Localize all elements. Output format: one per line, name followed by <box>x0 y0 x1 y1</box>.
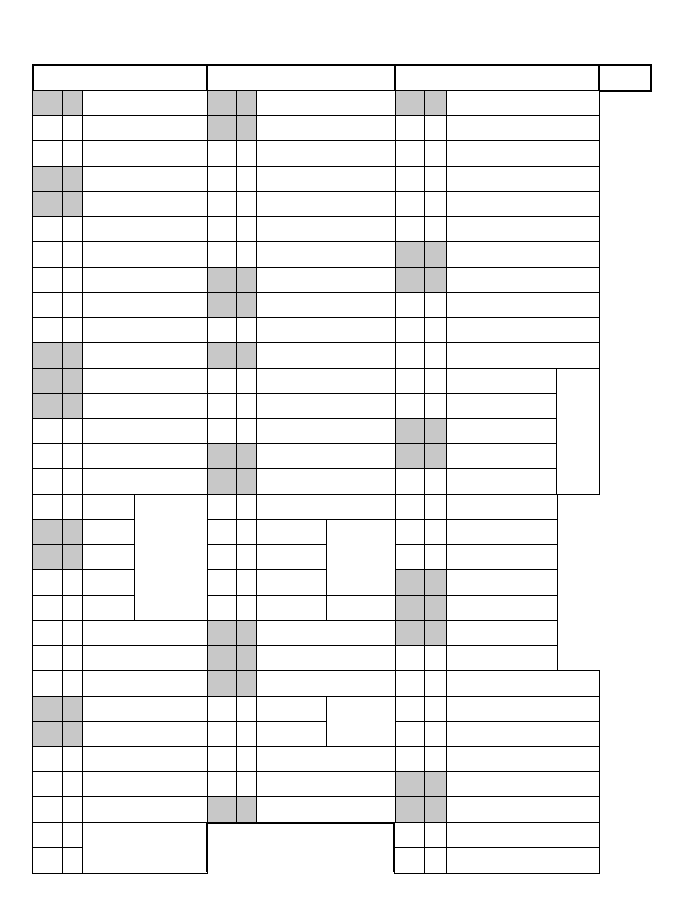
month-header-mar <box>394 64 600 92</box>
date-number <box>206 393 238 420</box>
weekday <box>424 620 448 647</box>
date-number <box>394 847 426 874</box>
date-number <box>206 191 238 218</box>
weekday <box>236 317 258 344</box>
weekday <box>236 468 258 495</box>
event-cell <box>446 645 558 672</box>
weekday <box>62 519 84 546</box>
weekday <box>62 140 84 167</box>
event-cell <box>82 267 208 294</box>
month-header-jan <box>32 64 208 92</box>
weekday <box>236 292 258 319</box>
shigan-henkou-planned-block <box>326 696 396 748</box>
date-number <box>32 771 64 798</box>
weekday <box>62 721 84 748</box>
weekday <box>424 696 448 723</box>
date-number <box>32 519 64 546</box>
date-number <box>394 645 426 672</box>
event-cell <box>82 140 208 167</box>
event-cell <box>446 140 600 167</box>
event-cell <box>446 241 600 268</box>
date-number <box>394 317 426 344</box>
weekday <box>424 115 448 142</box>
weekday <box>236 191 258 218</box>
event-cell <box>446 569 558 596</box>
date-number <box>206 342 238 369</box>
event-cell <box>446 393 558 420</box>
weekday <box>62 191 84 218</box>
event-cell <box>256 267 396 294</box>
date-number <box>206 696 238 723</box>
event-cell <box>82 368 208 395</box>
date-number <box>32 140 64 167</box>
date-number <box>32 645 64 672</box>
date-number <box>32 443 64 470</box>
event-cell <box>82 670 208 697</box>
weekday <box>236 342 258 369</box>
event-cell <box>446 595 558 622</box>
date-number <box>206 267 238 294</box>
date-number <box>32 595 64 622</box>
weekday <box>424 317 448 344</box>
event-cell <box>256 317 396 344</box>
date-number <box>394 696 426 723</box>
weekday <box>62 670 84 697</box>
event-cell <box>446 443 558 470</box>
event-cell <box>82 216 208 243</box>
weekday <box>236 166 258 193</box>
date-number <box>394 90 426 117</box>
date-number <box>394 241 426 268</box>
date-number <box>32 544 64 571</box>
weekday <box>62 418 84 445</box>
weekday <box>62 771 84 798</box>
date-number <box>206 519 238 546</box>
weekday <box>424 393 448 420</box>
date-number <box>32 418 64 445</box>
weekday <box>236 393 258 420</box>
weekday <box>62 620 84 647</box>
date-number <box>206 796 238 823</box>
date-number <box>394 796 426 823</box>
event-cell <box>256 796 396 823</box>
event-cell <box>256 368 396 395</box>
weekday <box>236 796 258 823</box>
event-cell <box>446 696 600 723</box>
date-number <box>206 468 238 495</box>
date-number <box>32 166 64 193</box>
jan-zenki-exam-cell <box>82 822 208 874</box>
date-number <box>206 771 238 798</box>
event-cell <box>82 494 136 521</box>
event-cell <box>446 90 600 117</box>
event-cell <box>446 468 558 495</box>
date-number <box>394 443 426 470</box>
event-cell <box>82 166 208 193</box>
date-number <box>206 166 238 193</box>
event-cell <box>82 771 208 798</box>
event-cell <box>446 115 600 142</box>
month-header-feb <box>206 64 396 92</box>
event-cell <box>82 544 136 571</box>
date-number <box>32 796 64 823</box>
weekday <box>424 418 448 445</box>
date-number <box>206 443 238 470</box>
date-number <box>206 368 238 395</box>
event-cell <box>256 645 396 672</box>
weekday <box>424 292 448 319</box>
event-cell <box>446 847 600 874</box>
date-number <box>32 368 64 395</box>
weekday <box>236 443 258 470</box>
date-number <box>32 115 64 142</box>
event-cell <box>256 721 328 748</box>
event-cell <box>256 443 396 470</box>
date-number <box>32 569 64 596</box>
date-number <box>206 544 238 571</box>
weekday <box>424 241 448 268</box>
date-number <box>394 418 426 445</box>
date-number <box>206 569 238 596</box>
event-cell <box>82 569 136 596</box>
weekday <box>424 746 448 773</box>
event-cell <box>446 746 600 773</box>
weekday <box>424 494 448 521</box>
date-number <box>206 115 238 142</box>
event-cell <box>256 115 396 142</box>
date-number <box>394 822 426 849</box>
weekday <box>62 847 84 874</box>
weekday <box>62 292 84 319</box>
event-cell <box>446 216 600 243</box>
weekday <box>236 418 258 445</box>
event-cell <box>256 595 328 622</box>
event-cell <box>446 519 558 546</box>
weekday <box>424 796 448 823</box>
weekday <box>62 595 84 622</box>
jan-zenki-application-period-block <box>134 494 208 622</box>
date-number <box>32 216 64 243</box>
event-cell <box>82 746 208 773</box>
weekday <box>424 166 448 193</box>
date-number <box>394 216 426 243</box>
date-number <box>394 595 426 622</box>
event-cell <box>82 696 208 723</box>
event-cell <box>256 191 396 218</box>
date-number <box>206 670 238 697</box>
weekday <box>236 746 258 773</box>
event-cell <box>82 241 208 268</box>
date-number <box>394 494 426 521</box>
weekday <box>236 771 258 798</box>
correspondence-header <box>598 64 652 92</box>
date-number <box>394 569 426 596</box>
event-cell <box>446 544 558 571</box>
date-number <box>206 317 238 344</box>
weekday <box>424 544 448 571</box>
weekday <box>424 670 448 697</box>
shigan-henkou-period-cell <box>326 595 396 622</box>
event-cell <box>256 418 396 445</box>
event-cell <box>82 620 208 647</box>
event-cell <box>446 317 600 344</box>
weekday <box>62 544 84 571</box>
event-cell <box>446 721 600 748</box>
event-cell <box>82 292 208 319</box>
weekday <box>62 317 84 344</box>
event-cell <box>446 267 600 294</box>
weekday <box>62 696 84 723</box>
event-cell <box>82 393 208 420</box>
weekday <box>424 595 448 622</box>
weekday <box>424 468 448 495</box>
weekday <box>424 342 448 369</box>
date-number <box>394 368 426 395</box>
date-number <box>394 468 426 495</box>
date-number <box>394 191 426 218</box>
weekday <box>236 368 258 395</box>
weekday <box>236 90 258 117</box>
date-number <box>394 771 426 798</box>
date-number <box>32 292 64 319</box>
date-number <box>206 595 238 622</box>
date-number <box>394 342 426 369</box>
date-number <box>32 393 64 420</box>
weekday <box>62 267 84 294</box>
date-number <box>394 292 426 319</box>
event-cell <box>446 494 558 521</box>
weekday <box>62 494 84 521</box>
event-cell <box>446 771 600 798</box>
date-number <box>394 544 426 571</box>
date-number <box>32 847 64 874</box>
weekday <box>424 443 448 470</box>
weekday <box>236 595 258 622</box>
weekday <box>424 569 448 596</box>
weekday <box>236 645 258 672</box>
date-number <box>32 267 64 294</box>
date-number <box>32 696 64 723</box>
date-number <box>206 746 238 773</box>
date-number <box>32 468 64 495</box>
event-cell <box>82 645 208 672</box>
event-cell <box>446 822 600 849</box>
event-cell <box>256 771 396 798</box>
date-number <box>32 241 64 268</box>
event-cell <box>446 796 600 823</box>
weekday <box>424 771 448 798</box>
event-cell <box>256 670 396 697</box>
weekday <box>62 822 84 849</box>
weekday <box>236 216 258 243</box>
event-cell <box>82 443 208 470</box>
event-cell <box>256 216 396 243</box>
date-number <box>394 620 426 647</box>
weekday <box>62 241 84 268</box>
event-cell <box>256 90 396 117</box>
event-cell <box>446 670 600 697</box>
weekday <box>62 216 84 243</box>
event-cell <box>82 519 136 546</box>
weekday <box>236 241 258 268</box>
date-number <box>394 393 426 420</box>
date-number <box>206 90 238 117</box>
weekday <box>424 267 448 294</box>
event-cell <box>82 468 208 495</box>
event-cell <box>82 115 208 142</box>
date-number <box>206 620 238 647</box>
date-number <box>32 822 64 849</box>
weekday <box>236 267 258 294</box>
weekday <box>62 569 84 596</box>
weekday <box>236 544 258 571</box>
event-cell <box>446 342 600 369</box>
event-cell <box>256 746 396 773</box>
weekday <box>424 847 448 874</box>
weekday <box>424 368 448 395</box>
weekday <box>424 140 448 167</box>
date-number <box>394 166 426 193</box>
event-cell <box>256 140 396 167</box>
weekday <box>236 569 258 596</box>
event-cell <box>82 342 208 369</box>
event-cell <box>446 368 558 395</box>
event-cell <box>82 90 208 117</box>
weekday <box>62 443 84 470</box>
event-cell <box>82 418 208 445</box>
weekday <box>236 620 258 647</box>
date-number <box>206 494 238 521</box>
date-number <box>394 115 426 142</box>
event-cell <box>256 166 396 193</box>
event-cell <box>82 191 208 218</box>
weekday <box>424 191 448 218</box>
event-cell <box>256 544 328 571</box>
feb-kouki-application-period-block <box>326 519 396 596</box>
date-number <box>206 241 238 268</box>
weekday <box>62 368 84 395</box>
event-cell <box>82 317 208 344</box>
date-number <box>206 721 238 748</box>
date-number <box>32 342 64 369</box>
date-number <box>32 317 64 344</box>
date-number <box>32 746 64 773</box>
weekday <box>424 216 448 243</box>
event-cell <box>256 696 328 723</box>
weekday <box>62 393 84 420</box>
event-cell <box>446 620 558 647</box>
weekday <box>424 721 448 748</box>
weekday <box>236 670 258 697</box>
weekday <box>236 721 258 748</box>
weekday <box>62 342 84 369</box>
weekday <box>62 90 84 117</box>
weekday <box>236 696 258 723</box>
date-number <box>32 90 64 117</box>
date-number <box>394 670 426 697</box>
weekday <box>424 519 448 546</box>
date-number <box>206 216 238 243</box>
event-cell <box>82 721 208 748</box>
weekday <box>62 645 84 672</box>
event-cell <box>256 569 328 596</box>
date-number <box>394 746 426 773</box>
date-number <box>32 191 64 218</box>
weekday <box>424 822 448 849</box>
weekday <box>424 90 448 117</box>
date-number <box>206 292 238 319</box>
date-number <box>32 494 64 521</box>
weekday <box>62 796 84 823</box>
weekday <box>62 468 84 495</box>
event-cell <box>446 418 558 445</box>
weekday <box>236 519 258 546</box>
weekday <box>236 494 258 521</box>
weekday <box>62 166 84 193</box>
event-cell <box>256 292 396 319</box>
weekday <box>62 746 84 773</box>
date-number <box>394 519 426 546</box>
date-number <box>394 721 426 748</box>
date-number <box>32 721 64 748</box>
date-number <box>32 620 64 647</box>
date-number <box>206 418 238 445</box>
event-cell <box>446 166 600 193</box>
event-cell <box>256 241 396 268</box>
event-cell <box>256 342 396 369</box>
event-cell <box>256 468 396 495</box>
event-cell <box>82 796 208 823</box>
weekday <box>236 115 258 142</box>
event-cell <box>446 292 600 319</box>
event-cell <box>256 494 396 521</box>
date-number <box>394 140 426 167</box>
weekday <box>424 645 448 672</box>
event-cell <box>256 519 328 546</box>
feb-empty-area <box>206 822 395 872</box>
date-number <box>206 140 238 167</box>
date-number <box>206 645 238 672</box>
date-number <box>32 670 64 697</box>
event-cell <box>82 595 136 622</box>
event-cell <box>446 191 600 218</box>
mar-zennichi-reapplication-block <box>556 368 600 496</box>
date-number <box>394 267 426 294</box>
event-cell <box>256 620 396 647</box>
weekday <box>62 115 84 142</box>
event-cell <box>256 393 396 420</box>
weekday <box>236 140 258 167</box>
